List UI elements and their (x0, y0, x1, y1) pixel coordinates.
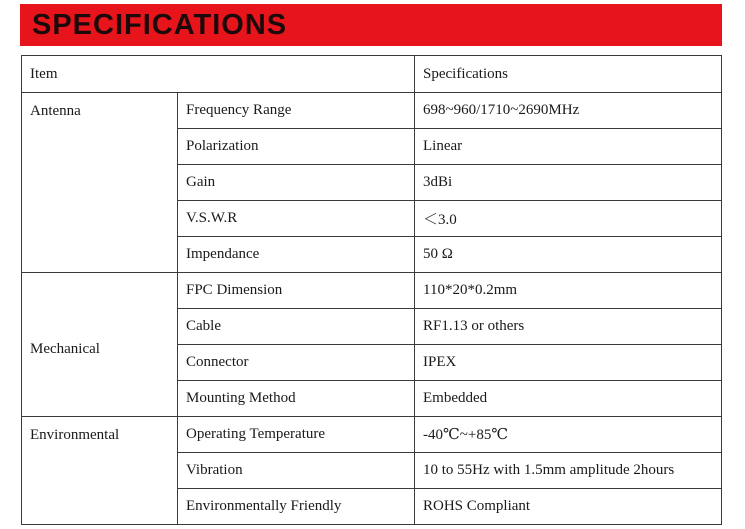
header-specifications: Specifications (415, 56, 722, 93)
param-cell: Frequency Range (178, 93, 415, 129)
header-item: Item (22, 56, 415, 93)
param-cell: Operating Temperature (178, 417, 415, 453)
value-cell: -40℃~+85℃ (415, 417, 722, 453)
value-cell: Linear (415, 129, 722, 165)
specifications-table (21, 55, 722, 525)
value-cell: IPEX (415, 345, 722, 381)
table-row (22, 273, 722, 309)
param-cell: Polarization (178, 129, 415, 165)
param-cell: Cable (178, 309, 415, 345)
value-cell: 3dBi (415, 165, 722, 201)
table-header-row (22, 56, 722, 93)
value-cell: 110*20*0.2mm (415, 273, 722, 309)
param-cell: FPC Dimension (178, 273, 415, 309)
param-cell: Connector (178, 345, 415, 381)
value-cell: 50 Ω (415, 237, 722, 273)
page-title: SPECIFICATIONS (32, 9, 288, 41)
specifications-banner (20, 4, 722, 46)
value-cell: ＜3.0 (415, 201, 722, 237)
value-cell: 698~960/1710~2690MHz (415, 93, 722, 129)
param-cell: Gain (178, 165, 415, 201)
param-cell: Environmentally Friendly (178, 489, 415, 525)
param-cell: V.S.W.R (178, 201, 415, 237)
table-row (22, 417, 722, 453)
value-cell: Embedded (415, 381, 722, 417)
param-cell: Impendance (178, 237, 415, 273)
param-cell: Mounting Method (178, 381, 415, 417)
value-cell: RF1.13 or others (415, 309, 722, 345)
group-environmental: Environmental (22, 417, 178, 525)
table-row (22, 93, 722, 129)
value-cell: 10 to 55Hz with 1.5mm amplitude 2hours (415, 453, 722, 489)
group-mechanical: Mechanical (22, 273, 178, 417)
value-cell: ROHS Compliant (415, 489, 722, 525)
param-cell: Vibration (178, 453, 415, 489)
group-antenna: Antenna (22, 93, 178, 273)
